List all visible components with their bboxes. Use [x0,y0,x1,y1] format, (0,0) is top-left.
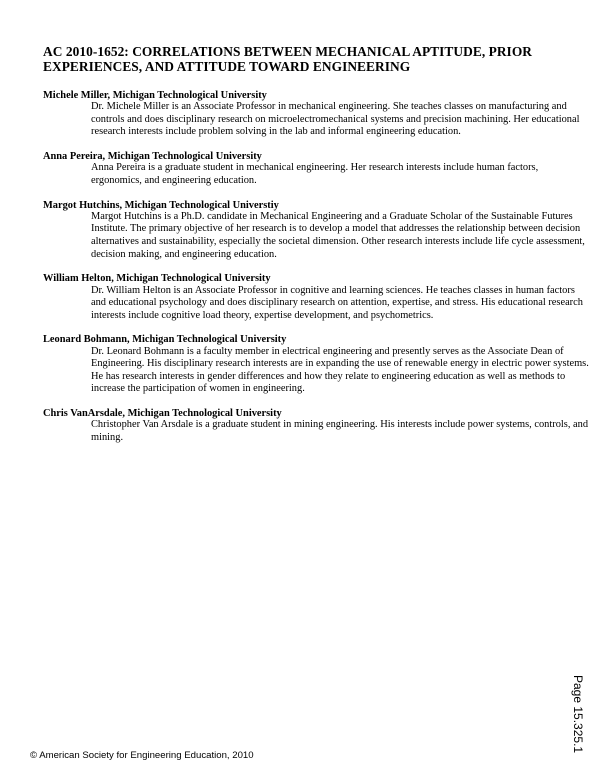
author-name: Michele Miller, Michigan Technological University [43,90,267,101]
author-bio: Dr. William Helton is an Associate Professor in cognitive and learning sciences. He teaches classes in human factors and educational psychology and does disciplinary research on attention, expertise, and stress. His educational research interests include cognitive load theory, expertise development, and psychometrics. [91,284,583,321]
author-bio: Margot Hutchins is a Ph.D. candidate in Mechanical Engineering and a Graduate Scholar of the Sustainable Futures Institute. The primary objective of her research is to develop a model that addresses the relationship between decision alternatives and sustainability, especially the societal dimension. Other research interests include life cycle assessment, decision making, and engineering education. [91,210,585,260]
author-bio: Dr. Michele Miller is an Associate Professor in mechanical engineering. She teaches classes on manufacturing and controls and does disciplinary research on microelectromechanical systems and precision machining. Her educational research interests include problem solving in the lab and informal engineering education. [91,101,580,138]
author-name: Anna Pereira, Michigan Technological University [43,151,262,163]
copyright-footer: © American Society for Engineering Education, 2010 [30,750,254,761]
paper-title: AC 2010-1652: CORRELATIONS BETWEEN MECHANICAL APTITUDE, PRIOR EXPERIENCES, AND ATTITUDE TOWARD ENGINEERING [43,44,533,74]
author-name: Leonard Bohmann, Michigan Technological University [43,334,287,346]
author-list [43,90,589,456]
author-bio: Anna Pereira is a graduate student in mechanical engineering. Her research interests include human factors, ergonomics, and engineering education. [91,162,539,186]
author-name: William Helton, Michigan Technological University [43,273,271,285]
author-entry [43,90,580,139]
author-entry [43,199,585,262]
author-bio: Christopher Van Arsdale is a graduate student in mining engineering. His interests include power systems, controls, and mining. [91,419,589,443]
author-name: Chris VanArsdale, Michigan Technological University [43,407,282,419]
author-entry [43,334,589,396]
author-bio: Dr. Leonard Bohmann is a faculty member in electrical engineering and presently serves as the Associate Dean of Engineering. His disciplinary research interests are in expanding the use of renewable energy in electric power systems. He has research interests in gender differences and how they relate to engineering education as well as methods to increase the participation of women in engineering. [91,345,589,395]
author-entry [43,407,589,444]
author-name: Margot Hutchins, Michigan Technological Universtiy [43,199,279,211]
page-number-stamp: Page 15.325.1 [571,675,585,754]
author-entry [43,273,583,322]
author-entry [43,151,563,187]
